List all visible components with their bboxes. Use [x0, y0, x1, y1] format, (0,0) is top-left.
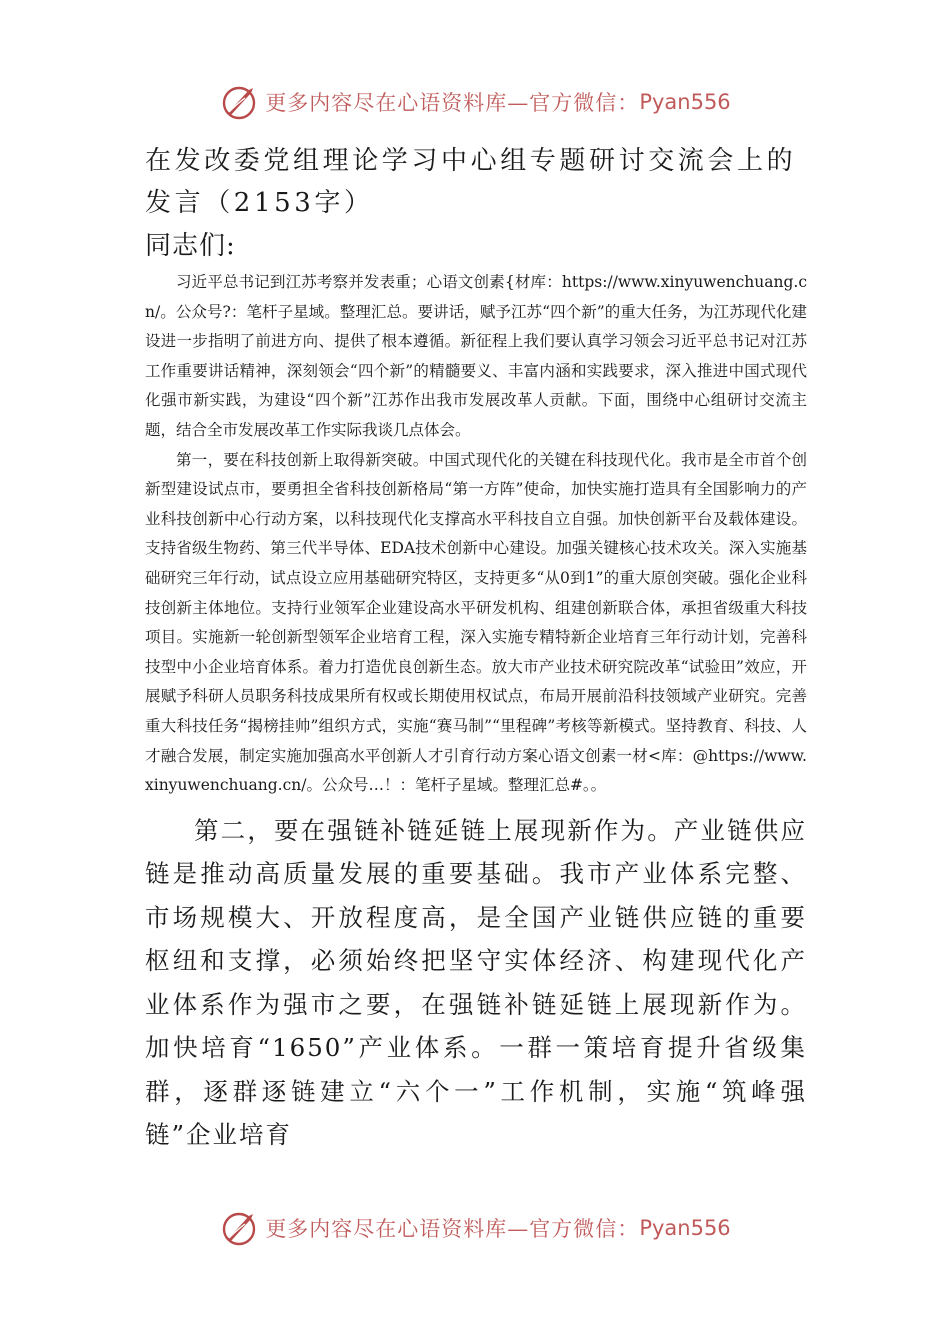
wechat-id: Pyan556 [639, 90, 731, 114]
paragraph-intro: 习近平总书记到江苏考察并发表重；心语文创素{材库：https://www.xinyuwenchuang.cn/。公众号?：笔杆子星域。整理汇总。要讲话，赋予江苏“四个新”的重大任务，为江苏现代化建设进一步指明了前进方向、提供了根本遵循。新征程上我们要认真学习领会习近平总书记对江苏工作重要讲话精神，深刻领会“四个新”的精髓要义、丰富内涵和实践要求，深入推进中国式现代化强市新实践，为建设“四个新”江苏作出我市发展改革人贡献。下面，围绕中心组研讨交流主题，结合全市发展改革工作实际我谈几点体会。 [145, 273, 807, 439]
header-banner [0, 80, 950, 124]
banner-text: 更多内容尽在心语资料库—官方微信： [265, 91, 640, 115]
quill-logo-icon [219, 1208, 259, 1248]
greeting: 同志们: [145, 231, 236, 261]
footer-banner [0, 1206, 950, 1250]
wechat-id: Pyan556 [639, 1216, 731, 1240]
document-title: 在发改委党组理论学习中心组专题研讨交流会上的发言（2153字） [145, 146, 797, 218]
document-body [145, 140, 807, 1157]
banner-text: 更多内容尽在心语资料库—官方微信： [265, 1217, 640, 1241]
paragraph-first: 第一，要在科技创新上取得新突破。中国式现代化的关键在科技现代化。我市是全市首个创新型建设试点市，要勇担全省科技创新格局“第一方阵”使命，加快实施打造具有全国影响力的产业科技创新中心行动方案，以科技现代化支撑高水平科技自立自强。加快创新平台及载体建设。支持省级生物药、第三代半导体、EDA技术创新中心建设。加强关键核心技术攻关。深入实施基础研究三年行动，试点设立应用基础研究特区，支持更多“从0到1”的重大原创突破。强化企业科技创新主体地位。支持行业领军企业建设高水平研发机构、组建创新联合体，承担省级重大科技项目。实施新一轮创新型领军企业培育工程，深入实施专精特新企业培育三年行动计划，完善科技型中小企业培育体系。着力打造优良创新生态。放大市产业技术研究院改革“试验田”效应，开展赋予科研人员职务科技成果所有权或长期使用权试点，布局开展前沿科技领域产业研究。完善重大科技任务“揭榜挂帅”组织方式，实施“赛马制”“里程碑”考核等新模式。坚持教育、科技、人才融合发展，制定实施加强高水平创新人才引育行动方案心语文创素一材<库：@https://www.xinyuwenchuang.cn/。公众号…！：笔杆子星域。整理汇总#。。 [145, 450, 807, 795]
quill-logo-icon [219, 82, 259, 122]
paragraph-second: 第二，要在强链补链延链上展现新作为。产业链供应链是推动高质量发展的重要基础。我市产业体系完整、市场规模大、开放程度高，是全国产业链供应链的重要枢纽和支撑，必须始终把坚守实体经济、构建现代化产业体系作为强市之要，在强链补链延链上展现新作为。加快培育“1650”产业体系。一群一策培育提升省级集群，逐群逐链建立“六个一”工作机制，实施“筑峰强链”企业培育 [145, 815, 807, 1150]
